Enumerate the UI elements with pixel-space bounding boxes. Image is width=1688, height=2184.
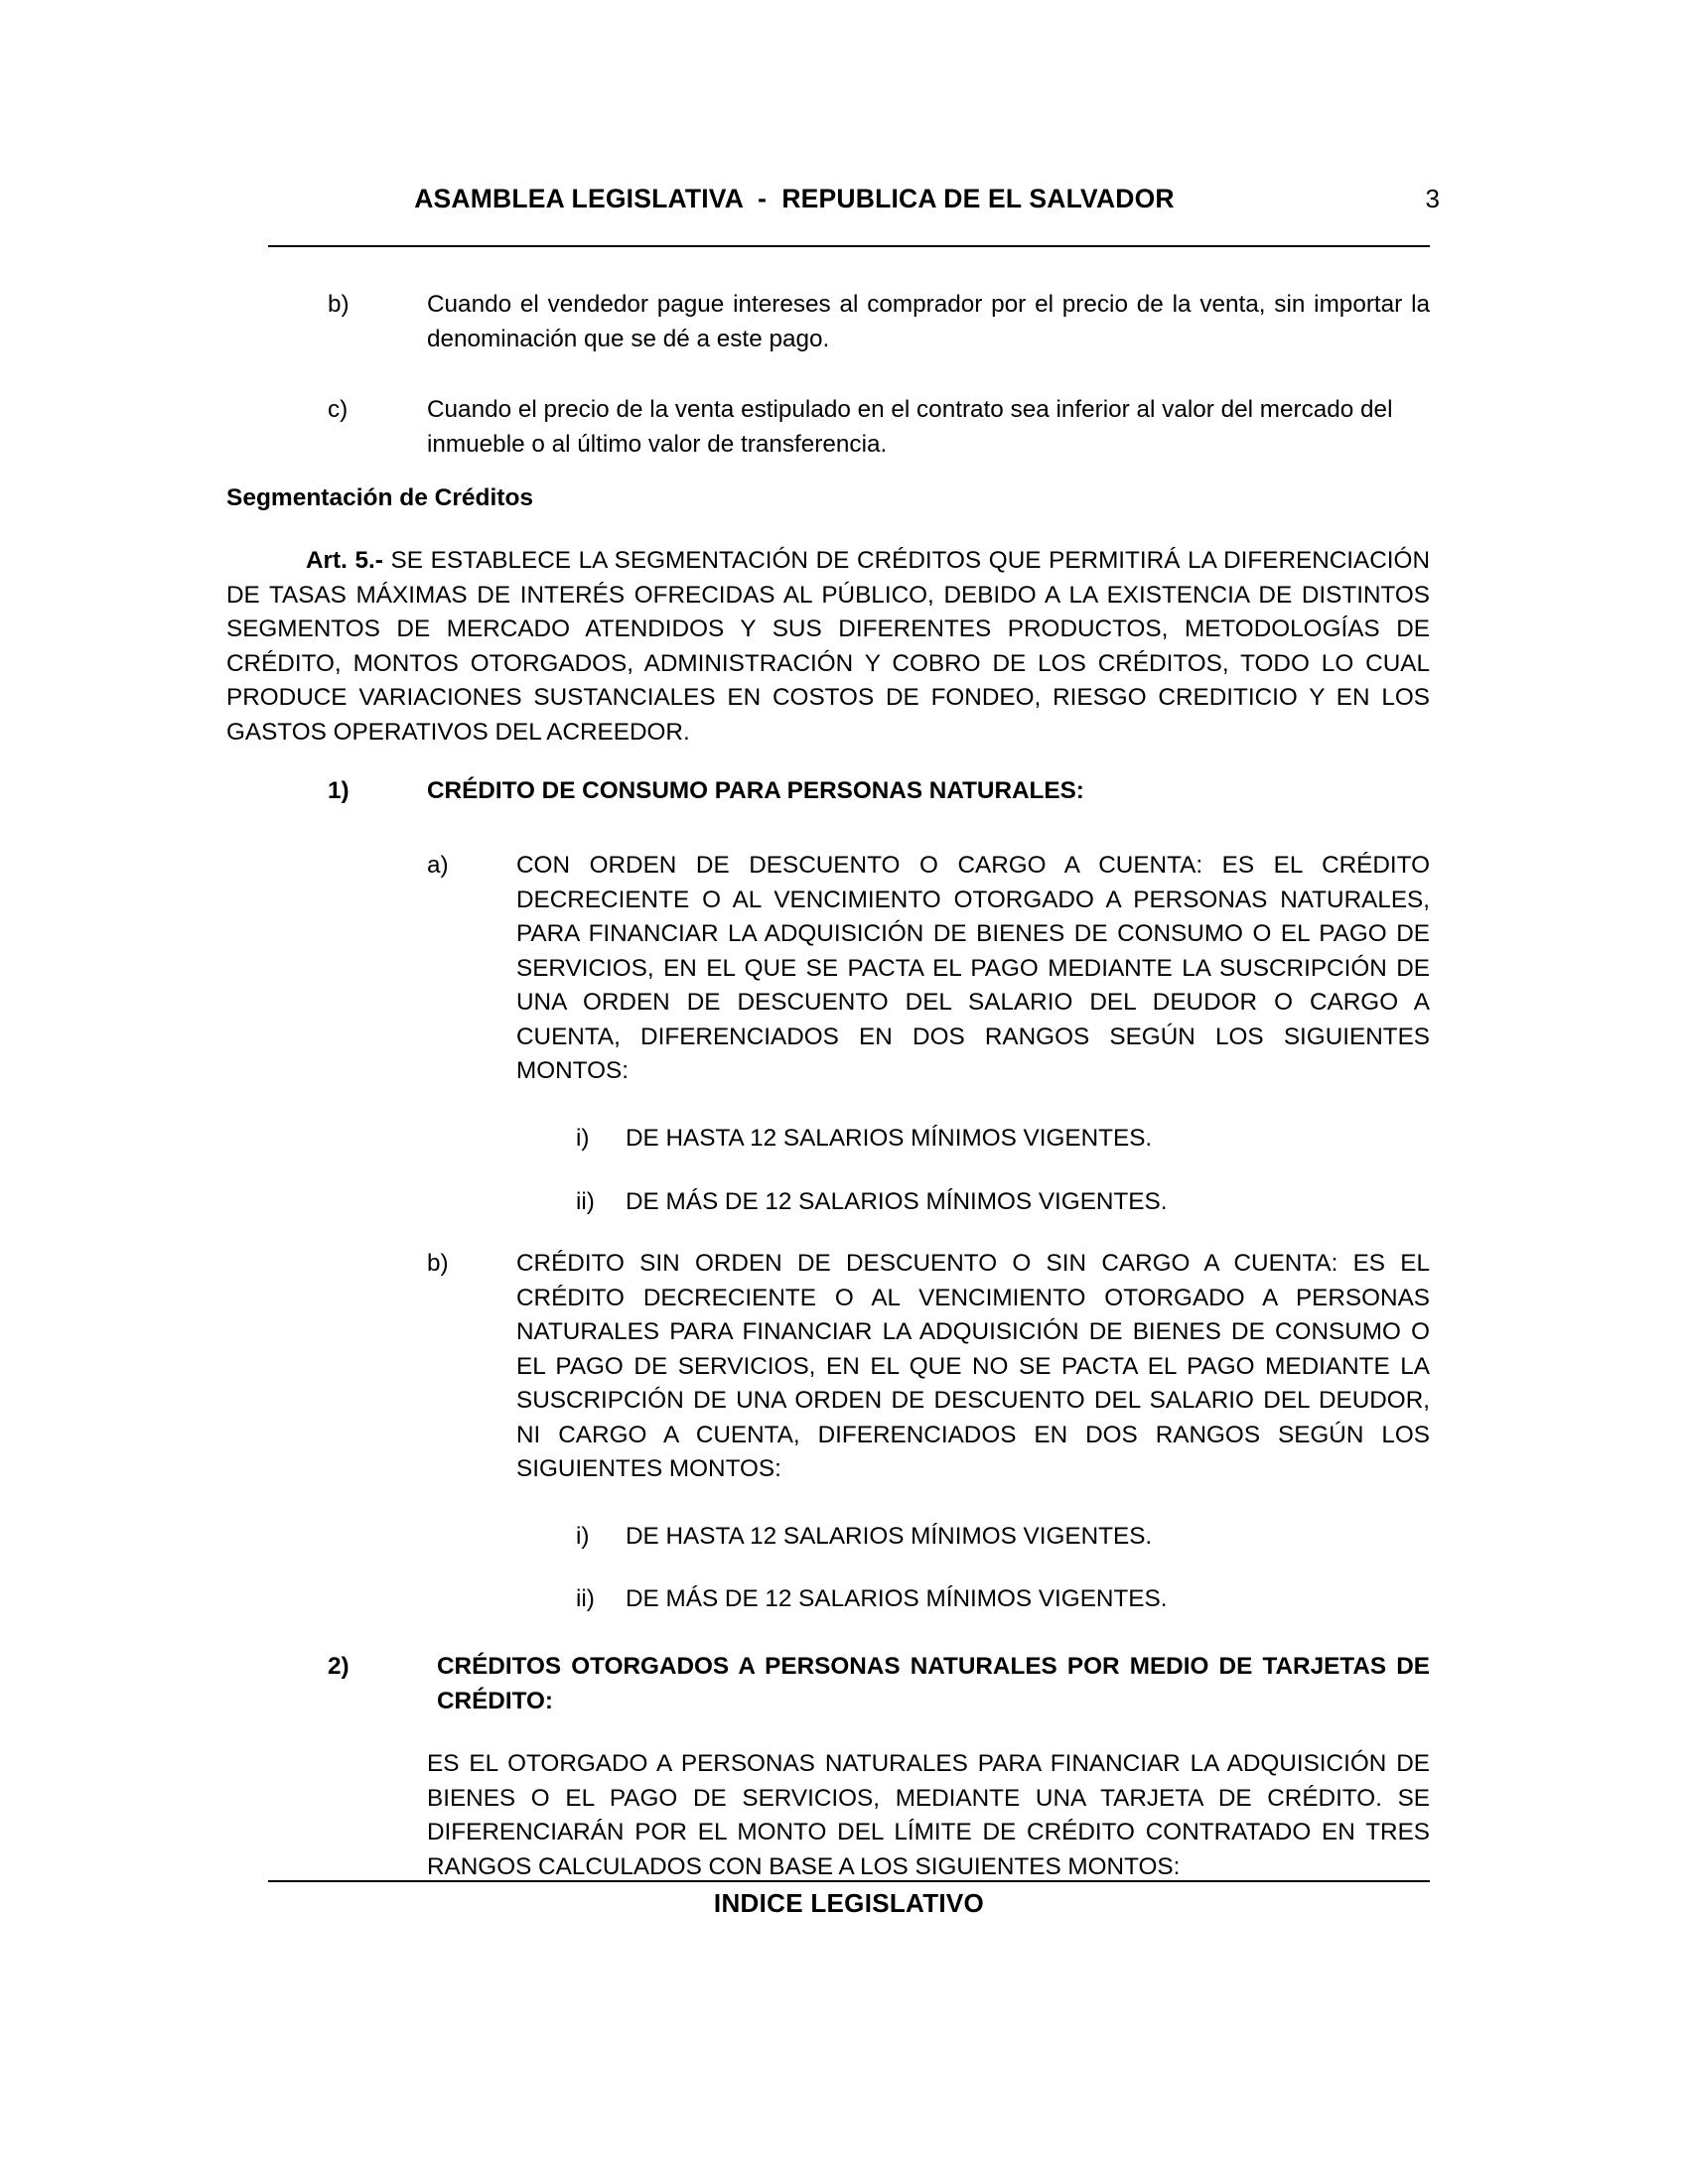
list-item-c — [328, 393, 1430, 462]
header-row — [268, 184, 1440, 214]
list-item-1b-ii — [576, 1582, 1430, 1617]
list-item-1a-i — [576, 1122, 1430, 1157]
section-heading-segmentacion: Segmentación de Créditos — [226, 484, 534, 511]
list-marker-1a-i: i) — [576, 1125, 590, 1152]
list-item-1b-i-text: DE HASTA 12 SALARIOS MÍNIMOS VIGENTES. — [626, 1523, 1153, 1550]
list-item-1 — [328, 774, 1430, 809]
list-item-1b-ii-text: DE MÁS DE 12 SALARIOS MÍNIMOS VIGENTES. — [626, 1585, 1168, 1612]
list-item-1a-text: CON ORDEN DE DESCUENTO O CARGO A CUENTA: ES EL CRÉDITO DECRECIENTE O AL VENCIMIENTO OTORGADO A PERSONAS NATURALES, PARA FINANCIAR LA ADQUISICIÓN DE BIENES DE CONSUMO O EL PAGO DE SERVICIOS, EN EL QUE SE PACTA EL PAGO MEDIANTE LA SUSCRIPCIÓN DE UNA ORDEN DE DESCUENTO DEL SALARIO DEL DEUDOR O CARGO A CUENTA, DIFERENCIADOS EN DOS RANGOS SEGÚN LOS SIGUIENTES MONTOS: — [516, 852, 1430, 1084]
article-5-label: Art. 5.- — [306, 547, 383, 574]
list-item-1b-text: CRÉDITO SIN ORDEN DE DESCUENTO O SIN CARGO A CUENTA: ES EL CRÉDITO DECRECIENTE O AL VENCIMIENTO OTORGADO A PERSONAS NATURALES PARA FINANCIAR LA ADQUISICIÓN DE BIENES DE CONSUMO O EL PAGO DE SERVICIOS, EN EL QUE NO SE PACTA EL PAGO MEDIANTE LA SUSCRIPCIÓN DE UNA ORDEN DE DESCUENTO DEL SALARIO DEL DEUDOR, NI CARGO A CUENTA, DIFERENCIADOS EN DOS RANGOS SEGÚN LOS SIGUIENTES MONTOS: — [516, 1250, 1430, 1482]
list-item-2-paragraph: ES EL OTORGADO A PERSONAS NATURALES PARA FINANCIAR LA ADQUISICIÓN DE BIENES O EL PAGO DE SERVICIOS, MEDIANTE UNA TARJETA DE CRÉDITO. SE DIFERENCIARÁN POR EL MONTO DEL LÍMITE DE CRÉDITO CONTRATADO EN TRES RANGOS CALCULADOS CON BASE A LOS SIGUIENTES MONTOS: — [427, 1750, 1430, 1880]
list-item-2 — [328, 1650, 1430, 1718]
list-marker-1a-ii: ii) — [576, 1188, 595, 1215]
list-item-1b — [427, 1247, 1430, 1487]
list-item-1-title: CRÉDITO DE CONSUMO PARA PERSONAS NATURALES: — [427, 777, 1084, 804]
footer-divider — [268, 1880, 1430, 1882]
page-header — [268, 184, 1440, 214]
list-item-1a-ii — [576, 1185, 1430, 1220]
list-marker-1b-ii: ii) — [576, 1585, 595, 1612]
list-item-1a-ii-text: DE MÁS DE 12 SALARIOS MÍNIMOS VIGENTES. — [626, 1188, 1168, 1215]
list-item-b-text: Cuando el vendedor pague intereses al comprador por el precio de la venta, sin importar la denominación que se dé a este pago. — [427, 291, 1430, 352]
article-5-text: SE ESTABLECE LA SEGMENTACIÓN DE CRÉDITOS QUE PERMITIRÁ LA DIFERENCIACIÓN DE TASAS MÁXIMAS DE INTERÉS OFRECIDAS AL PÚBLICO, DEBIDO A LA EXISTENCIA DE DISTINTOS SEGMENTOS DE MERCADO ATENDIDOS Y SUS DIFERENTES PRODUCTOS, METODOLOGÍAS DE CRÉDITO, MONTOS OTORGADOS, ADMINISTRACIÓN Y COBRO DE LOS CRÉDITOS, TODO LO CUAL PRODUCE VARIACIONES SUSTANCIALES EN COSTOS DE FONDEO, RIESGO CREDITICIO Y EN LOS GASTOS OPERATIVOS DEL ACREEDOR. — [226, 547, 1431, 746]
page-title: ASAMBLEA LEGISLATIVA - REPUBLICA DE EL SALVADOR — [414, 184, 1175, 213]
list-marker-c: c) — [328, 396, 349, 423]
list-item-2-title: CRÉDITOS OTORGADOS A PERSONAS NATURALES POR MEDIO DE TARJETAS DE CRÉDITO: — [437, 1653, 1430, 1714]
list-marker-1: 1) — [328, 777, 350, 804]
page-number: 3 — [1425, 184, 1440, 213]
list-item-1b-i — [576, 1520, 1430, 1555]
header-divider — [268, 245, 1430, 247]
list-item-1a-i-text: DE HASTA 12 SALARIOS MÍNIMOS VIGENTES. — [626, 1125, 1153, 1152]
list-marker-b: b) — [328, 291, 350, 318]
list-marker-1a: a) — [427, 852, 449, 879]
list-marker-1b: b) — [427, 1250, 449, 1277]
list-item-b — [328, 288, 1430, 356]
article-5-paragraph — [226, 544, 1430, 750]
list-marker-1b-i: i) — [576, 1523, 590, 1550]
footer-title: INDICE LEGISLATIVO — [713, 1888, 985, 1918]
list-marker-2: 2) — [328, 1653, 350, 1680]
list-item-c-text: Cuando el precio de la venta estipulado en el contrato sea inferior al valor del mercado del inmueble o al último valor de transferencia. — [427, 396, 1393, 458]
list-item-1a — [427, 849, 1430, 1089]
